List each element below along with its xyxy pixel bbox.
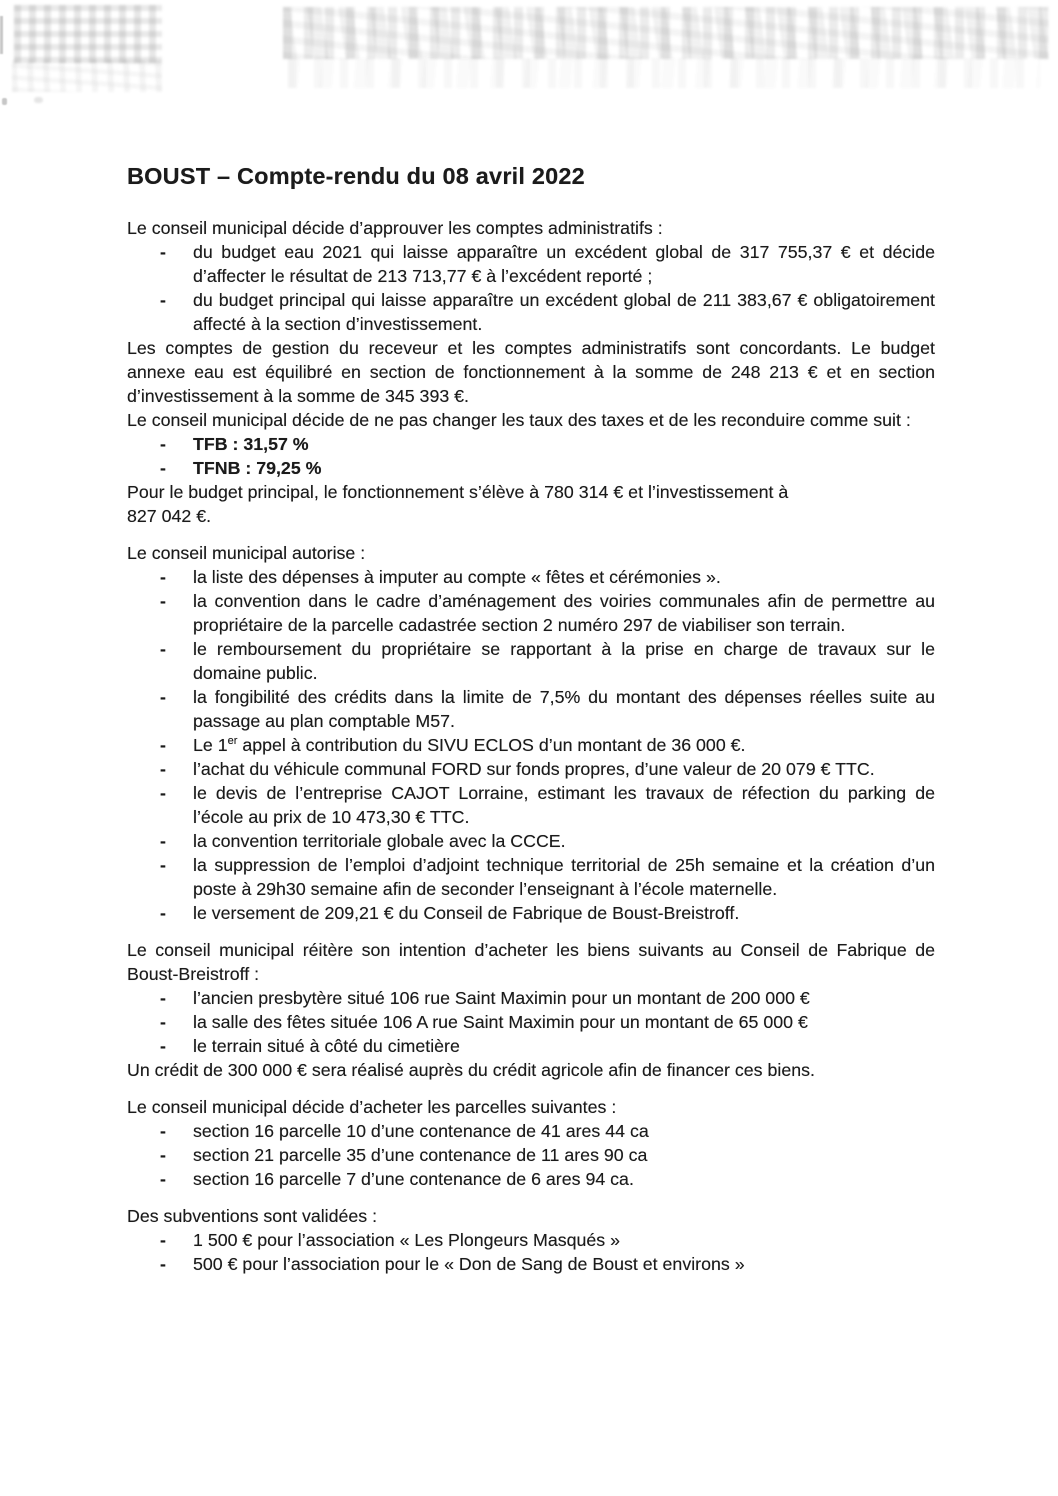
list-item-text: section 21 parcelle 35 d’une contenance de 11 ares 90 ca [193, 1145, 648, 1165]
list-item-text-prefix: Le 1 [193, 735, 228, 755]
list-item [127, 757, 935, 781]
page-title: BOUST – Compte-rendu du 08 avril 2022 [127, 163, 585, 189]
bullet-dash: - [160, 735, 166, 755]
bullet-dash: - [160, 1121, 166, 1141]
list-item [127, 637, 935, 685]
list-item-text: section 16 parcelle 10 d’une contenance de 41 ares 44 ca [193, 1121, 649, 1141]
list-item-text: le devis de l’entreprise CAJOT Lorraine, estimant les travaux de réfection du parking de l’école au prix de 10 473,30 € TTC. [193, 783, 935, 827]
ordinal-superscript: er [227, 735, 238, 748]
bullet-dash: - [160, 759, 166, 779]
paragraph-achat-biens: Le conseil municipal réitère son intention d’acheter les biens suivants au Conseil de Fabrique de Boust-Breistroff : [127, 940, 935, 984]
bullet-dash: - [160, 903, 166, 923]
list-item-text: la convention territoriale globale avec la CCCE. [193, 831, 566, 851]
list-item-text: la liste des dépenses à imputer au compte « fêtes et cérémonies ». [193, 567, 721, 587]
bullet-dash: - [160, 988, 166, 1008]
list-item-text: section 16 parcelle 7 d’une contenance de 6 ares 94 ca. [193, 1169, 634, 1189]
bullet-dash: - [160, 1145, 166, 1165]
list-item-text: le terrain situé à côté du cimetière [193, 1036, 460, 1056]
list-item [127, 829, 935, 853]
list-item [127, 456, 935, 480]
list-item-text: TFB : 31,57 % [193, 434, 309, 454]
list-item-text: le versement de 209,21 € du Conseil de Fabrique de Boust-Breistroff. [193, 903, 740, 923]
list-item-text: le remboursement du propriétaire se rapportant à la prise en charge de travaux sur le domaine public. [193, 639, 935, 683]
list-item-text: la suppression de l’emploi d’adjoint technique territorial de 25h semaine et la création d’un poste à 29h30 semaine afin de seconder l’enseignant à l’école maternelle. [193, 855, 935, 899]
list-item [127, 1143, 935, 1167]
scan-artifact-left-edge [0, 16, 3, 54]
list-item [127, 565, 935, 589]
scan-artifact-top-band [283, 7, 1049, 59]
paragraph-comptes-gestion: Les comptes de gestion du receveur et les comptes administratifs sont concordants. Le budget annexe eau est équilibré en section de fonctionnement à la somme de 248 213 € et en section d’investissement à la somme de 345 393 €. [127, 338, 935, 406]
list-item [127, 240, 935, 288]
scan-artifact-spot-2 [34, 97, 43, 103]
list-item [127, 1167, 935, 1191]
list-item-text: du budget eau 2021 qui laisse apparaître un excédent global de 317 755,37 € et décide d’affecter le résultat de 213 713,77 € à l’excédent reporté ; [193, 242, 935, 286]
paragraph-budget-principal-line2: 827 042 €. [127, 506, 212, 526]
list-item [127, 1228, 935, 1252]
list-item-text: 500 € pour l’association pour le « Don de Sang de Boust et environs » [193, 1254, 745, 1274]
bullet-dash: - [160, 434, 166, 454]
bullet-dash: - [160, 567, 166, 587]
list-item-text-suffix: appel à contribution du SIVU ECLOS d’un montant de 36 000 €. [237, 735, 746, 755]
list-item [127, 986, 935, 1010]
list-item [127, 1252, 935, 1276]
paragraph-autorise: Le conseil municipal autorise : [127, 543, 366, 563]
document-body [127, 163, 935, 1276]
scan-artifact-spot [2, 98, 7, 105]
list-item [127, 288, 935, 336]
scan-artifact-top-left-lower [12, 60, 162, 92]
paragraph-credit: Un crédit de 300 000 € sera réalisé auprès du crédit agricole afin de financer ces biens. [127, 1060, 815, 1080]
list-item-text [193, 733, 935, 757]
bullet-dash: - [160, 458, 166, 478]
scan-artifact-top-band-lower [288, 58, 1040, 88]
bullet-dash: - [160, 242, 166, 262]
bullet-dash: - [160, 639, 166, 659]
bullet-dash: - [160, 1254, 166, 1274]
list-item-text: l’achat du véhicule communal FORD sur fonds propres, d’une valeur de 20 079 € TTC. [193, 759, 875, 779]
list-item [127, 901, 935, 925]
bullet-dash: - [160, 1012, 166, 1032]
list-item-text: TFNB : 79,25 % [193, 458, 322, 478]
bullet-dash: - [160, 1230, 166, 1250]
list-item-text: 1 500 € pour l’association « Les Plongeurs Masqués » [193, 1230, 621, 1250]
scan-artifact-top-left [14, 5, 162, 63]
list-item [127, 1010, 935, 1034]
bullet-dash: - [160, 831, 166, 851]
list-item [127, 1119, 935, 1143]
list-item-text: l’ancien presbytère situé 106 rue Saint Maximin pour un montant de 200 000 € [193, 988, 810, 1008]
bullet-dash: - [160, 290, 166, 310]
list-item [127, 1034, 935, 1058]
list-item-text: la fongibilité des crédits dans la limite de 7,5% du montant des dépenses réelles suite au passage au plan comptable M57. [193, 687, 935, 731]
bullet-dash: - [160, 783, 166, 803]
bullet-dash: - [160, 1169, 166, 1189]
bullet-dash: - [160, 1036, 166, 1056]
list-item [127, 781, 935, 829]
paragraph-taux-taxes: Le conseil municipal décide de ne pas changer les taux des taxes et de les reconduire comme suit : [127, 410, 911, 430]
bullet-dash: - [160, 591, 166, 611]
list-item-text: la convention dans le cadre d’aménagement des voiries communales afin de permettre au propriétaire de la parcelle cadastrée section 2 numéro 297 de viabiliser son terrain. [193, 591, 935, 635]
paragraph-budget-principal-line1: Pour le budget principal, le fonctionnement s’élève à 780 314 € et l’investissement à [127, 482, 789, 502]
list-item [127, 432, 935, 456]
list-item [127, 685, 935, 733]
paragraph-comptes-administratifs: Le conseil municipal décide d’approuver les comptes administratifs : [127, 218, 663, 238]
bullet-dash: - [160, 855, 166, 875]
paragraph-achat-parcelles: Le conseil municipal décide d’acheter les parcelles suivantes : [127, 1097, 617, 1117]
list-item-text: la salle des fêtes située 106 A rue Saint Maximin pour un montant de 65 000 € [193, 1012, 808, 1032]
list-item [127, 589, 935, 637]
paragraph-subventions: Des subventions sont validées : [127, 1206, 378, 1226]
list-item [127, 733, 935, 757]
list-item [127, 853, 935, 901]
list-item-text: du budget principal qui laisse apparaître un excédent global de 211 383,67 € obligatoirement affecté à la section d’investissement. [193, 290, 935, 334]
bullet-dash: - [160, 687, 166, 707]
